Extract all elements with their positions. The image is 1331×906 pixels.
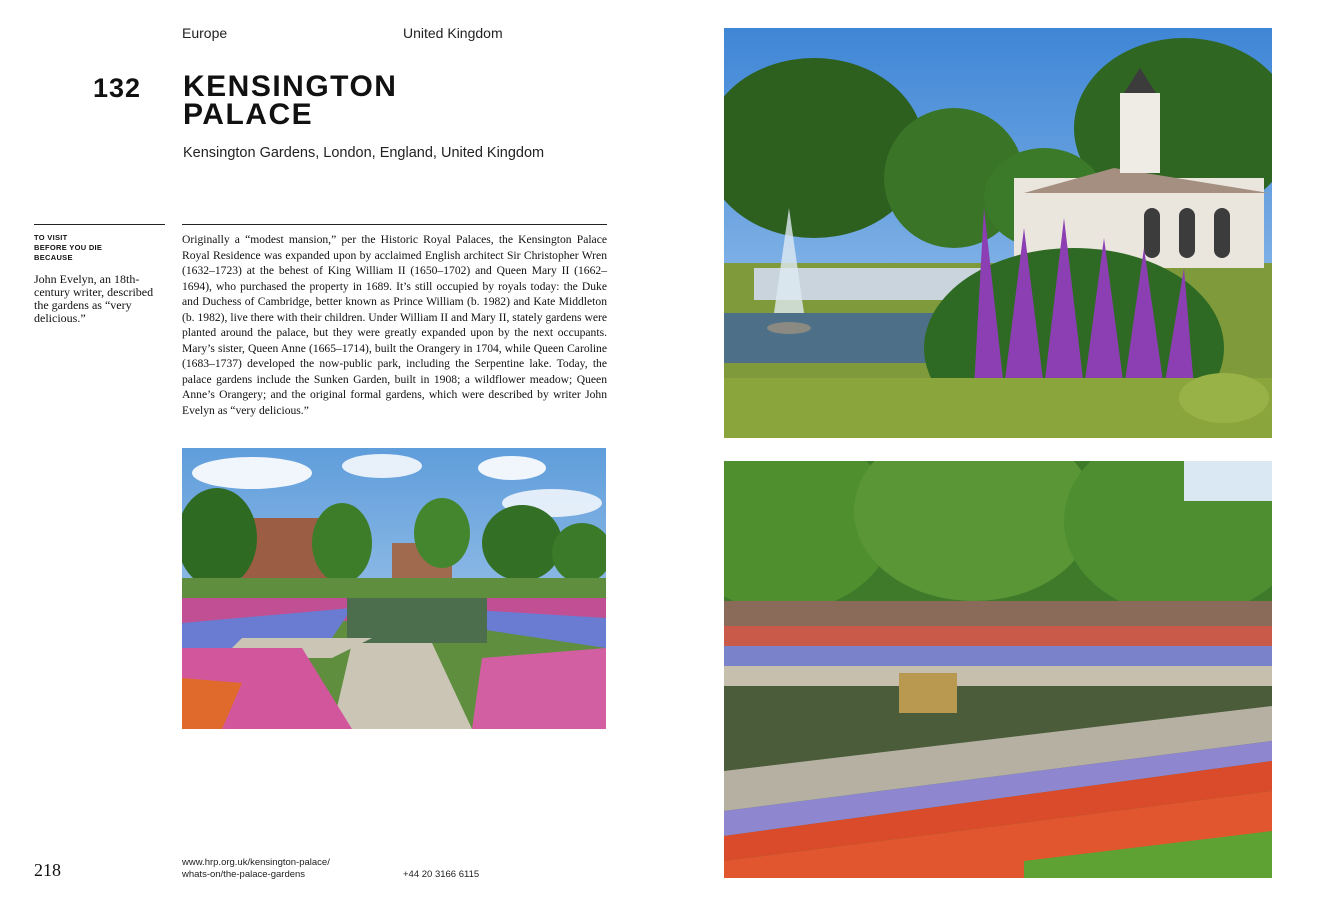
entry-number: 132: [93, 73, 142, 103]
title-line-2: PALACE: [183, 98, 314, 131]
location-subtitle: Kensington Gardens, London, England, United Kingdom: [183, 145, 545, 161]
website-link[interactable]: [182, 857, 330, 881]
region-label: Europe: [182, 25, 228, 41]
sunken-garden-photo: [182, 448, 606, 729]
page-title: [183, 70, 398, 131]
website-url-line1[interactable]: www.hrp.org.uk/kensington-palace/: [182, 857, 330, 868]
to-visit-label-line3: BECAUSE: [34, 253, 73, 262]
body-rule: [182, 224, 607, 225]
to-visit-label: [34, 233, 164, 263]
country-label: United Kingdom: [403, 25, 503, 41]
sidebar-rule: [34, 224, 165, 225]
phone-number: +44 20 3166 6115: [403, 869, 480, 880]
website-url-line2[interactable]: whats-on/the-palace-gardens: [182, 869, 306, 880]
tulip-garden-photo: [724, 461, 1272, 878]
pavilion-fountain-photo: [724, 28, 1272, 438]
to-visit-label-line2: BEFORE YOU DIE: [34, 243, 103, 252]
to-visit-label-line1: TO VISIT: [34, 233, 68, 242]
page-number: 218: [34, 860, 61, 880]
title-line-1: KENSINGTON: [183, 70, 398, 103]
body-paragraph: Originally a “modest mansion,” per the Historic Royal Palaces, the Kensington Palace Royal Residence was expanded upon by acclaimed English architect Sir Christopher Wren (1632–1723) at the behest of King William II (1650–1702) and Queen Mary II (1662–1694), who purchased the property in 1689. It’s still occupied by royals today: the Duke and Duchess of Cambridge, better known as Prince William (b. 1982) and Kate Middleton (b. 1982), live there with their children. Under William II and Mary II, stately gardens were planted around the palace, but they were greatly expanded upon by the next occupants. Mary’s sister, Queen Anne (1665–1714), built the Orangery in 1704, while Queen Caroline (1683–1737) developed the now-public park, including the Serpentine lake. Today, the palace gardens include the Sunken Garden, built in 1908; a wildflower meadow; Queen Anne’s Orangery; and the original formal gardens, which were described by writer John Evelyn as “very delicious.”: [182, 233, 607, 417]
to-visit-text: John Evelyn, an 18th-century writer, described the gardens as “very delicious.”: [34, 272, 154, 325]
